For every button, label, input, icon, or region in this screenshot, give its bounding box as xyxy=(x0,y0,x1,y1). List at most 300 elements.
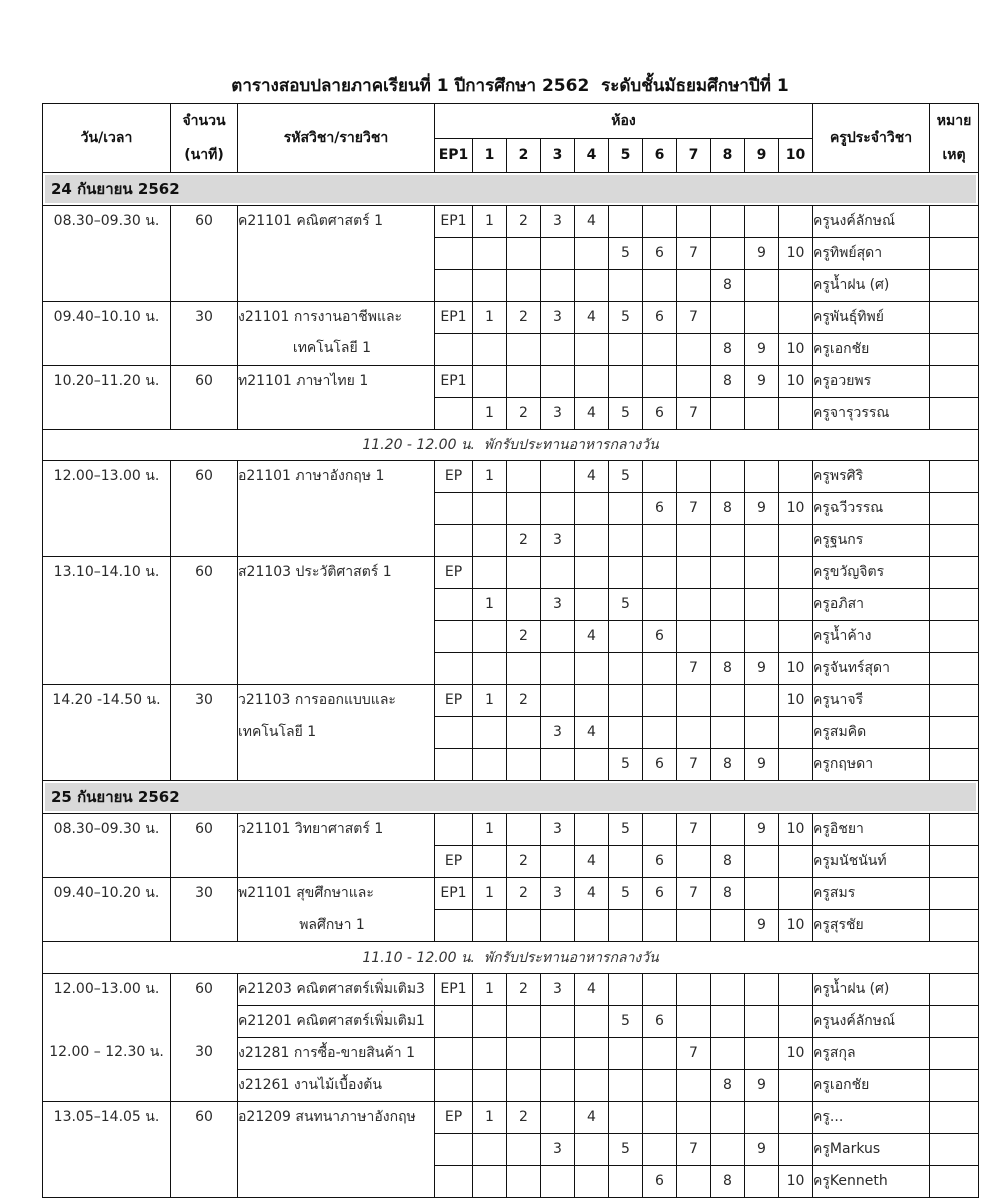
table-row xyxy=(43,557,979,589)
room-cell xyxy=(609,334,643,366)
room-cell: 10 xyxy=(779,493,813,525)
room-cell xyxy=(507,910,541,942)
room-cell: 5 xyxy=(609,814,643,846)
date-cell xyxy=(43,781,979,814)
subject-name: ว21103 การออกแบบและ xyxy=(238,692,396,709)
room-cell: 10 xyxy=(779,910,813,942)
room-cell xyxy=(435,1069,473,1101)
room-cell: 5 xyxy=(609,302,643,334)
header-row-top xyxy=(43,104,979,139)
room-cell xyxy=(779,878,813,910)
subject-name: อ21101 ภาษาอังกฤษ 1 xyxy=(238,468,385,485)
lunch-break-row xyxy=(43,430,979,461)
room-cell xyxy=(643,1133,677,1165)
header-duration xyxy=(171,104,238,173)
room-cell xyxy=(507,461,541,493)
date-row xyxy=(43,781,979,814)
room-cell: 3 xyxy=(541,814,575,846)
room-cell xyxy=(609,1165,643,1197)
exam-duration: 60 xyxy=(195,373,213,389)
room-cell: 1 xyxy=(473,206,507,238)
room-cell: 1 xyxy=(473,589,507,621)
subject-name: ส21103 ประวัติศาสตร์ 1 xyxy=(238,564,392,581)
room-cell: 7 xyxy=(677,398,711,430)
room-cell: 3 xyxy=(541,1133,575,1165)
room-cell: 3 xyxy=(541,206,575,238)
room-cell xyxy=(435,270,473,302)
exam-time-cell xyxy=(43,366,171,430)
header-teacher: ครูประจำวิชา xyxy=(813,104,930,173)
room-cell xyxy=(711,814,745,846)
room-cell xyxy=(711,621,745,653)
subject-name: ง21261 งานไม้เบื้องต้น xyxy=(238,1069,435,1101)
notes-cell xyxy=(930,238,979,270)
room-cell xyxy=(575,270,609,302)
room-cell xyxy=(507,557,541,589)
subject-cell xyxy=(238,461,435,557)
room-cell xyxy=(435,1005,473,1037)
room-cell xyxy=(711,238,745,270)
exam-duration xyxy=(171,1068,237,1099)
teacher-name: ครูทิพย์สุดา xyxy=(813,238,930,270)
notes-cell xyxy=(930,525,979,557)
room-cell xyxy=(507,270,541,302)
room-cell: 2 xyxy=(507,878,541,910)
room-cell: 9 xyxy=(745,493,779,525)
subject-name: ท21101 ภาษาไทย 1 xyxy=(238,373,369,389)
room-cell xyxy=(435,398,473,430)
room-cell: 1 xyxy=(473,814,507,846)
exam-duration-cell xyxy=(171,878,238,942)
room-cell xyxy=(609,557,643,589)
room-cell xyxy=(435,653,473,685)
room-cell xyxy=(575,1133,609,1165)
room-cell xyxy=(643,1101,677,1133)
date-row xyxy=(43,173,979,206)
room-cell xyxy=(779,525,813,557)
room-cell: EP1 xyxy=(435,973,473,1005)
room-cell: 6 xyxy=(643,1165,677,1197)
subject-cell xyxy=(238,302,435,366)
room-cell: 6 xyxy=(643,878,677,910)
room-cell xyxy=(473,717,507,749)
room-cell: 9 xyxy=(745,366,779,398)
room-cell: 9 xyxy=(745,1133,779,1165)
room-cell: 5 xyxy=(609,238,643,270)
room-cell xyxy=(779,1133,813,1165)
table-row xyxy=(43,366,979,398)
room-cell: 2 xyxy=(507,685,541,717)
exam-time-cell xyxy=(43,1101,171,1197)
notes-cell xyxy=(930,461,979,493)
room-cell xyxy=(575,1165,609,1197)
room-cell: 6 xyxy=(643,302,677,334)
room-cell xyxy=(677,685,711,717)
room-cell: EP xyxy=(435,461,473,493)
room-cell xyxy=(507,493,541,525)
room-cell xyxy=(575,1037,609,1069)
exam-duration: 30 xyxy=(195,885,213,902)
table-header xyxy=(43,104,979,173)
room-cell xyxy=(473,334,507,366)
room-cell xyxy=(575,589,609,621)
header-room-9: 9 xyxy=(745,138,779,173)
room-cell xyxy=(643,461,677,493)
room-cell xyxy=(745,206,779,238)
exam-duration-cell xyxy=(171,366,238,430)
room-cell xyxy=(435,814,473,846)
room-cell: 9 xyxy=(745,653,779,685)
room-cell xyxy=(575,557,609,589)
room-cell xyxy=(435,525,473,557)
room-cell xyxy=(745,589,779,621)
exam-time: 10.20–11.20 น. xyxy=(53,373,160,389)
room-cell xyxy=(643,334,677,366)
room-cell xyxy=(779,206,813,238)
room-cell xyxy=(507,717,541,749)
room-cell: EP xyxy=(435,557,473,589)
room-cell xyxy=(609,1037,643,1069)
room-cell: 7 xyxy=(677,749,711,781)
room-cell: 8 xyxy=(711,334,745,366)
room-cell: 8 xyxy=(711,846,745,878)
room-cell xyxy=(677,557,711,589)
exam-duration: 60 xyxy=(195,1108,213,1125)
room-cell: 1 xyxy=(473,878,507,910)
notes-cell xyxy=(930,621,979,653)
room-cell: 8 xyxy=(711,749,745,781)
room-cell xyxy=(575,814,609,846)
header-duration-line: จำนวน xyxy=(182,113,226,129)
room-cell xyxy=(575,749,609,781)
exam-time: 12.00 – 12.30 น. xyxy=(49,1043,164,1060)
room-cell xyxy=(435,621,473,653)
room-cell: 4 xyxy=(575,302,609,334)
subject-name: ค21101 คณิตศาสตร์ 1 xyxy=(238,213,384,229)
room-cell xyxy=(609,270,643,302)
room-cell xyxy=(473,557,507,589)
exam-duration: 30 xyxy=(195,692,213,709)
room-cell: 2 xyxy=(507,1101,541,1133)
room-cell: 3 xyxy=(541,525,575,557)
exam-time: 09.40–10.20 น. xyxy=(53,885,160,902)
room-cell xyxy=(435,238,473,270)
room-cell xyxy=(609,653,643,685)
room-cell: EP1 xyxy=(435,206,473,238)
room-cell xyxy=(745,973,779,1005)
teacher-name: ครูอิชยา xyxy=(813,814,930,846)
room-cell xyxy=(575,366,609,398)
room-cell: 2 xyxy=(507,525,541,557)
room-cell xyxy=(435,1037,473,1069)
room-cell: 6 xyxy=(643,621,677,653)
room-cell xyxy=(745,525,779,557)
subject-name: พ21101 สุขศึกษาและ xyxy=(238,885,374,902)
room-cell: 5 xyxy=(609,398,643,430)
notes-cell xyxy=(930,1037,979,1069)
room-cell xyxy=(745,1037,779,1069)
exam-time: 13.05–14.05 น. xyxy=(53,1108,160,1125)
notes-cell xyxy=(930,846,979,878)
room-cell xyxy=(575,525,609,557)
room-cell xyxy=(507,334,541,366)
room-cell: 1 xyxy=(473,1101,507,1133)
subject-name: ง21281 การซื้อ-ขายสินค้า 1 xyxy=(238,1037,435,1069)
exam-duration: 60 xyxy=(195,564,213,581)
room-cell xyxy=(473,238,507,270)
room-cell xyxy=(435,334,473,366)
room-cell xyxy=(609,717,643,749)
subject-cell xyxy=(238,1101,435,1197)
room-cell: 1 xyxy=(473,398,507,430)
teacher-name: ครูนงค์ลักษณ์ xyxy=(813,206,930,238)
teacher-name: ครูMarkus xyxy=(813,1133,930,1165)
room-cell: 2 xyxy=(507,621,541,653)
room-cell xyxy=(541,238,575,270)
notes-cell xyxy=(930,910,979,942)
room-cell xyxy=(507,749,541,781)
room-cell: 4 xyxy=(575,398,609,430)
room-cell xyxy=(779,270,813,302)
date-label: 25 กันยายน 2562 xyxy=(45,783,976,811)
exam-time-cell xyxy=(43,878,171,942)
lunch-break-label: 11.20 - 12.00 น. พักรับประทานอาหารกลางวัน xyxy=(43,430,979,461)
room-cell xyxy=(745,621,779,653)
notes-cell xyxy=(930,589,979,621)
room-cell: 3 xyxy=(541,878,575,910)
room-cell xyxy=(643,589,677,621)
room-cell: 8 xyxy=(711,270,745,302)
subject-cell xyxy=(238,685,435,781)
room-cell xyxy=(779,717,813,749)
notes-cell xyxy=(930,366,979,398)
room-cell xyxy=(779,589,813,621)
room-cell xyxy=(643,653,677,685)
exam-duration-cell xyxy=(171,557,238,685)
room-cell xyxy=(541,366,575,398)
table-row xyxy=(43,685,979,717)
subject-name: อ21209 สนทนาภาษาอังกฤษ xyxy=(238,1108,416,1125)
teacher-name: ครูฉวีวรรณ xyxy=(813,493,930,525)
room-cell xyxy=(473,493,507,525)
room-cell xyxy=(779,846,813,878)
room-cell xyxy=(711,685,745,717)
exam-time-cell xyxy=(43,814,171,878)
room-cell xyxy=(541,1069,575,1101)
room-cell xyxy=(609,206,643,238)
room-cell xyxy=(643,366,677,398)
exam-duration: 60 xyxy=(195,468,213,485)
exam-time-cell xyxy=(43,973,171,1101)
room-cell xyxy=(507,366,541,398)
exam-duration xyxy=(171,1005,237,1036)
notes-cell xyxy=(930,749,979,781)
room-cell xyxy=(609,973,643,1005)
notes-cell xyxy=(930,334,979,366)
room-cell xyxy=(541,846,575,878)
room-cell: 2 xyxy=(507,846,541,878)
header-notes xyxy=(930,104,979,173)
room-cell xyxy=(745,717,779,749)
subject-cell xyxy=(238,557,435,685)
room-cell xyxy=(745,685,779,717)
room-cell xyxy=(711,910,745,942)
room-cell: 6 xyxy=(643,749,677,781)
exam-duration-cell xyxy=(171,814,238,878)
teacher-name: ครูจารุวรรณ xyxy=(813,398,930,430)
room-cell xyxy=(435,717,473,749)
room-cell xyxy=(643,270,677,302)
room-cell xyxy=(541,749,575,781)
notes-cell xyxy=(930,878,979,910)
room-cell xyxy=(677,206,711,238)
room-cell xyxy=(435,1133,473,1165)
room-cell xyxy=(575,238,609,270)
room-cell: 6 xyxy=(643,493,677,525)
room-cell xyxy=(745,1101,779,1133)
room-cell xyxy=(677,717,711,749)
room-cell: 8 xyxy=(711,493,745,525)
exam-time-cell xyxy=(43,685,171,781)
teacher-name: ครูสกุล xyxy=(813,1037,930,1069)
subject-name: ค21203 คณิตศาสตร์เพิ่มเติม3 xyxy=(238,973,435,1005)
room-cell: 6 xyxy=(643,846,677,878)
header-notes-line: เหตุ xyxy=(942,147,966,163)
notes-cell xyxy=(930,493,979,525)
exam-duration: 60 xyxy=(195,213,213,229)
table-row xyxy=(43,973,979,1005)
header-room-5: 5 xyxy=(609,138,643,173)
header-room-6: 6 xyxy=(643,138,677,173)
exam-duration-cell xyxy=(171,206,238,302)
room-cell xyxy=(575,1069,609,1101)
room-cell: 10 xyxy=(779,685,813,717)
room-cell: 6 xyxy=(643,398,677,430)
exam-duration-cell xyxy=(171,302,238,366)
header-room-8: 8 xyxy=(711,138,745,173)
room-cell: 10 xyxy=(779,334,813,366)
room-cell xyxy=(507,589,541,621)
date-label: 24 กันยายน 2562 xyxy=(45,175,976,203)
room-cell: 4 xyxy=(575,1101,609,1133)
exam-duration-cell xyxy=(171,685,238,781)
room-cell xyxy=(473,1037,507,1069)
room-cell xyxy=(677,973,711,1005)
room-cell xyxy=(507,814,541,846)
room-cell xyxy=(711,1005,745,1037)
room-cell: 8 xyxy=(711,1165,745,1197)
room-cell xyxy=(711,398,745,430)
room-cell xyxy=(435,1165,473,1197)
room-cell xyxy=(507,238,541,270)
room-cell: 1 xyxy=(473,302,507,334)
room-cell xyxy=(507,1133,541,1165)
room-cell xyxy=(435,749,473,781)
room-cell xyxy=(745,302,779,334)
room-cell: 10 xyxy=(779,238,813,270)
room-cell xyxy=(473,653,507,685)
room-cell xyxy=(541,1165,575,1197)
notes-cell xyxy=(930,398,979,430)
room-cell xyxy=(575,493,609,525)
room-cell xyxy=(643,206,677,238)
room-cell xyxy=(745,1005,779,1037)
room-cell xyxy=(677,334,711,366)
subject-cell xyxy=(238,878,435,942)
room-cell xyxy=(473,1133,507,1165)
room-cell xyxy=(711,302,745,334)
room-cell: 3 xyxy=(541,973,575,1005)
teacher-name: ครูเอกชัย xyxy=(813,334,930,366)
room-cell xyxy=(609,685,643,717)
room-cell xyxy=(473,1069,507,1101)
room-cell xyxy=(677,621,711,653)
exam-time: 08.30–09.30 น. xyxy=(53,821,160,838)
room-cell xyxy=(575,685,609,717)
room-cell xyxy=(473,846,507,878)
room-cell xyxy=(643,1037,677,1069)
room-cell: 8 xyxy=(711,878,745,910)
table-row xyxy=(43,1101,979,1133)
room-cell: 10 xyxy=(779,1165,813,1197)
notes-cell xyxy=(930,206,979,238)
teacher-name: ครูเอกชัย xyxy=(813,1069,930,1101)
room-cell: 1 xyxy=(473,973,507,1005)
room-cell xyxy=(677,366,711,398)
subject-cell xyxy=(238,206,435,302)
room-cell: 9 xyxy=(745,238,779,270)
room-cell xyxy=(643,1069,677,1101)
exam-time: 13.10–14.10 น. xyxy=(53,564,160,581)
room-cell xyxy=(643,814,677,846)
teacher-name: ครูมนัชนันท์ xyxy=(813,846,930,878)
room-cell xyxy=(779,1101,813,1133)
room-cell: EP1 xyxy=(435,366,473,398)
exam-time-cell xyxy=(43,557,171,685)
room-cell xyxy=(541,1037,575,1069)
room-cell xyxy=(609,1101,643,1133)
room-cell: 1 xyxy=(473,685,507,717)
teacher-name: ครูอวยพร xyxy=(813,366,930,398)
room-cell: 9 xyxy=(745,814,779,846)
room-cell xyxy=(575,653,609,685)
room-cell xyxy=(541,270,575,302)
room-cell xyxy=(435,589,473,621)
teacher-name: ครูพันธุ์ทิพย์ xyxy=(813,302,930,334)
room-cell xyxy=(609,366,643,398)
table-row xyxy=(43,206,979,238)
header-room-4: 4 xyxy=(575,138,609,173)
room-cell xyxy=(473,1165,507,1197)
room-cell xyxy=(643,525,677,557)
notes-cell xyxy=(930,973,979,1005)
room-cell xyxy=(745,270,779,302)
room-cell xyxy=(473,270,507,302)
room-cell: EP xyxy=(435,685,473,717)
room-cell xyxy=(473,366,507,398)
exam-duration: 60 xyxy=(195,980,213,997)
teacher-name: ครูนาจรี xyxy=(813,685,930,717)
exam-time-cell xyxy=(43,302,171,366)
room-cell: 10 xyxy=(779,1037,813,1069)
room-cell xyxy=(541,334,575,366)
room-cell xyxy=(541,493,575,525)
room-cell: 7 xyxy=(677,493,711,525)
room-cell: 2 xyxy=(507,206,541,238)
room-cell xyxy=(507,1069,541,1101)
room-cell: EP xyxy=(435,846,473,878)
room-cell: 5 xyxy=(609,589,643,621)
